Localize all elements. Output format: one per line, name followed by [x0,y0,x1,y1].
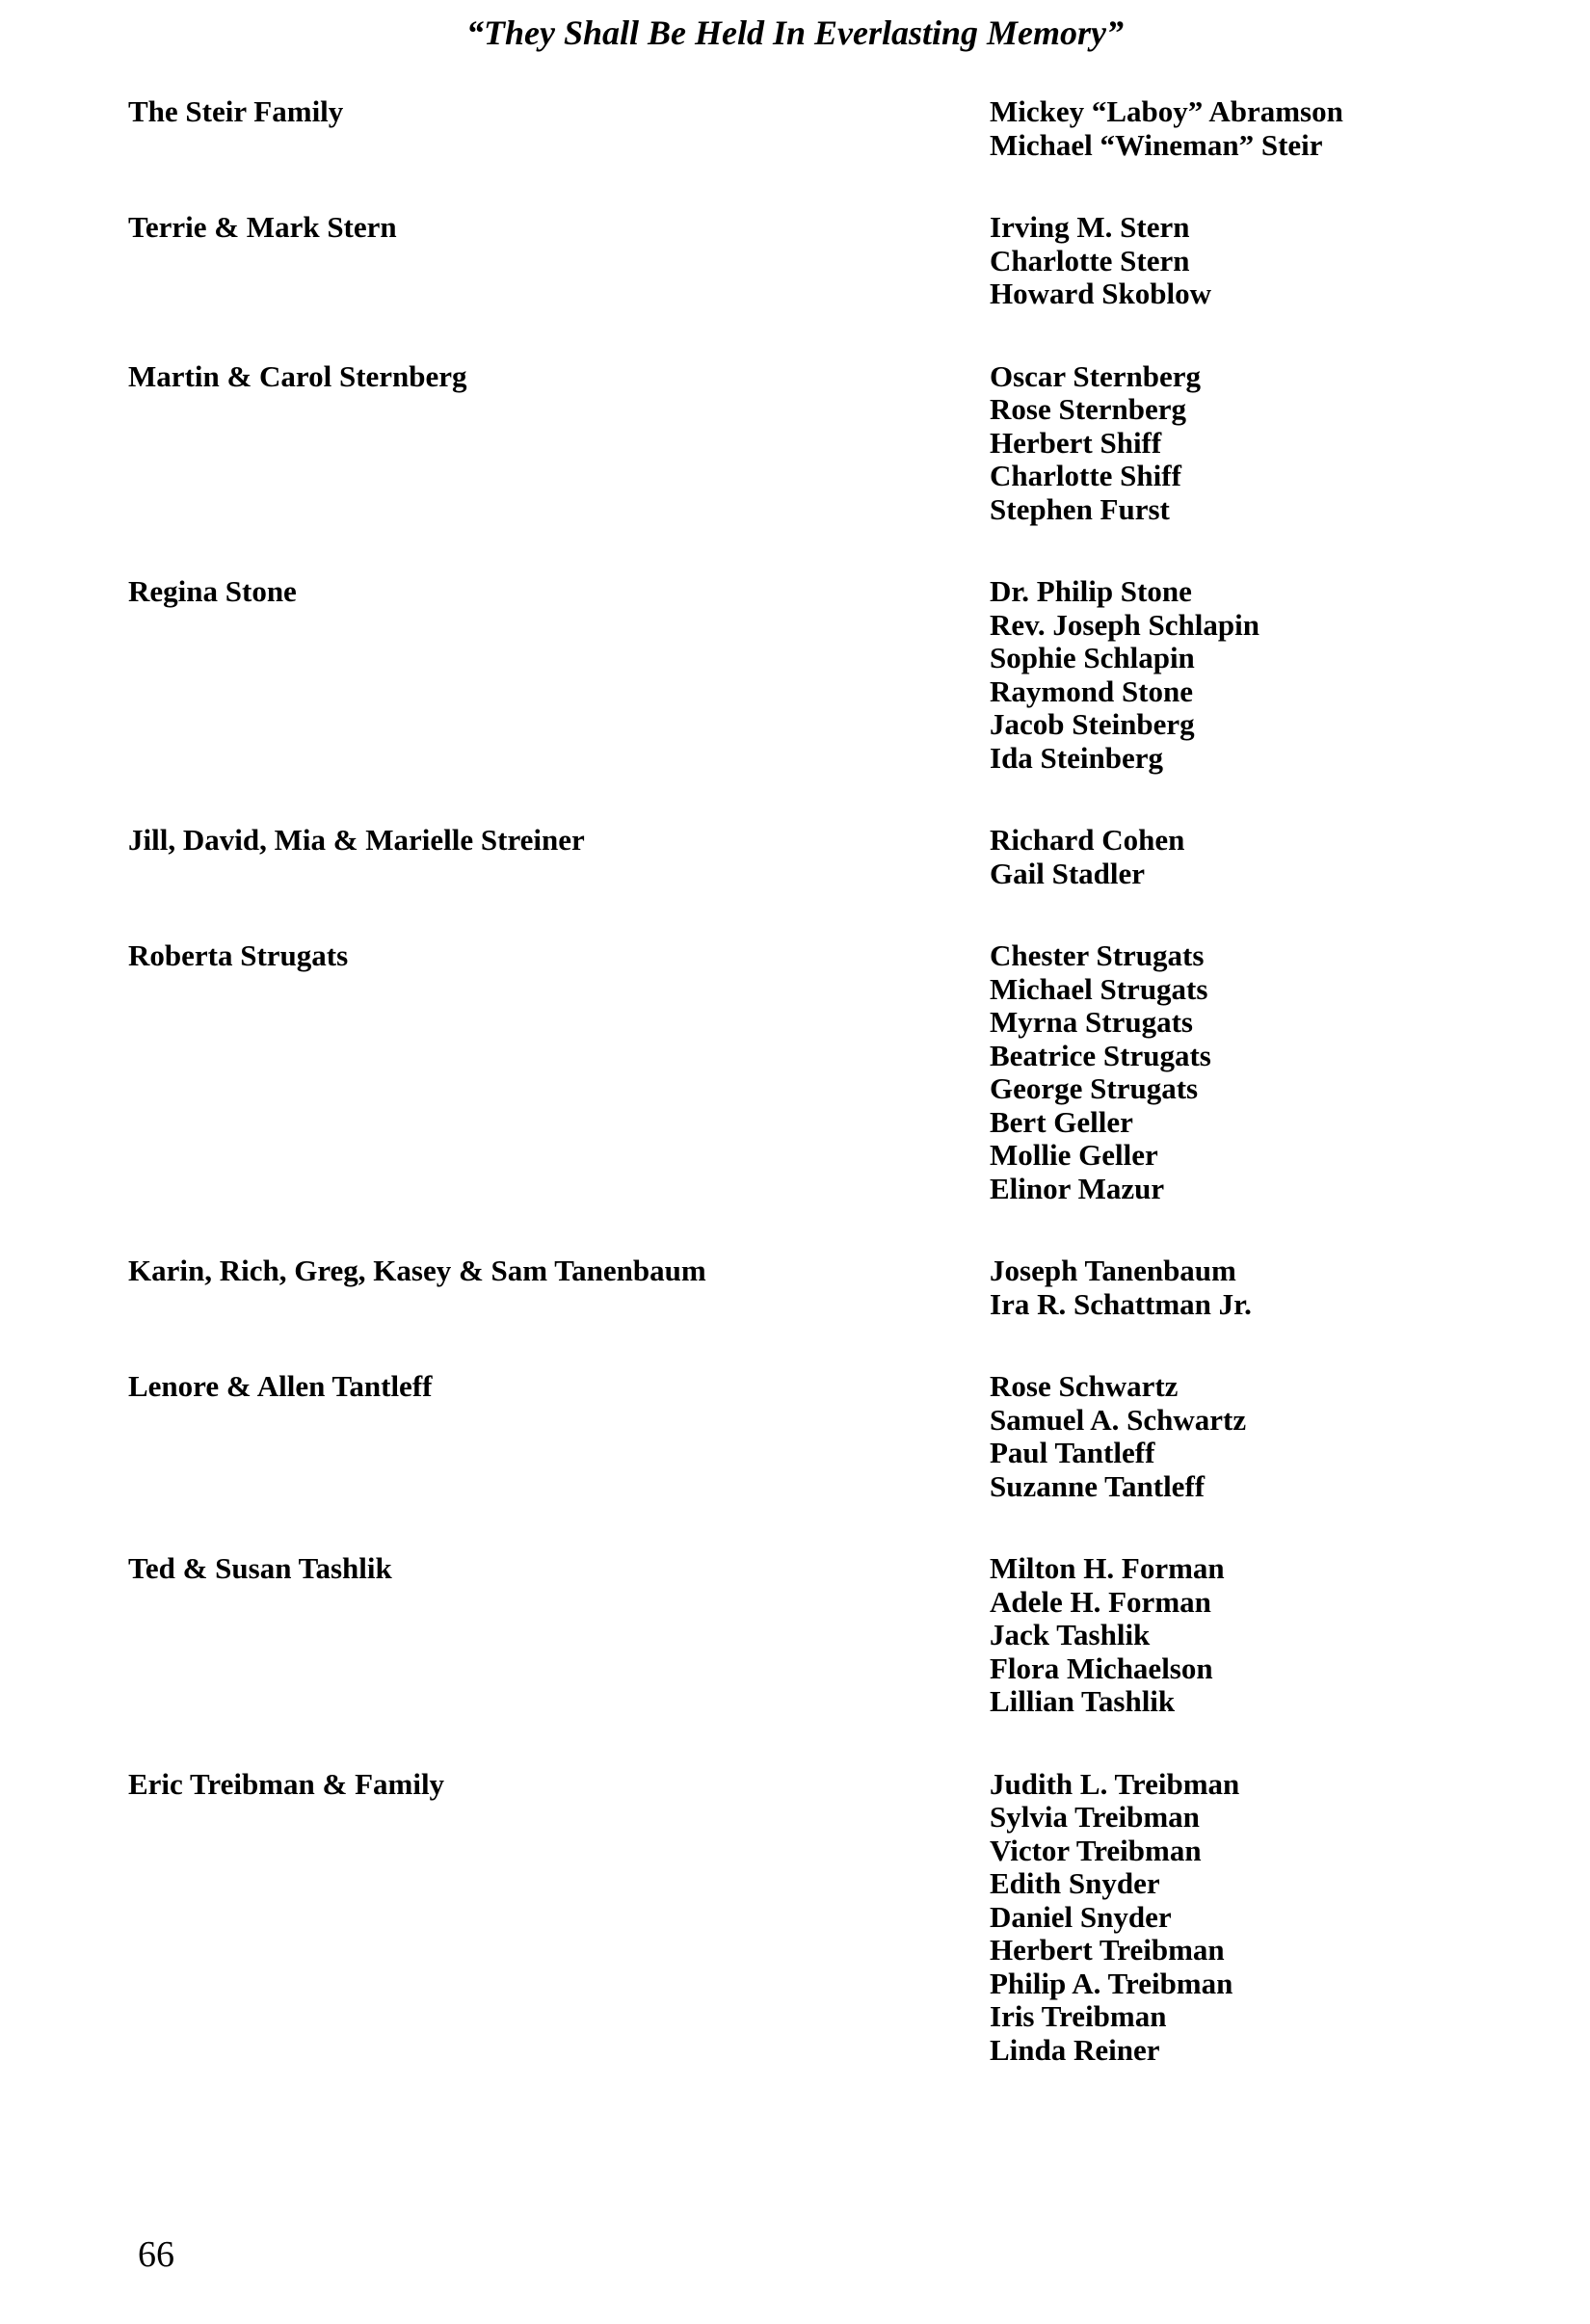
honoree-name: Lillian Tashlik [990,1684,1176,1718]
honoree-name: Joseph Tanenbaum [990,1254,1236,1287]
donor-name: Martin & Carol Sternberg [128,358,467,393]
page-title: “They Shall Be Held In Everlasting Memory” [465,13,1124,52]
honoree-list [990,211,1477,311]
honoree-name: Rose Sternberg [990,392,1187,426]
honoree-list [990,1552,1477,1719]
honoree-name: Iris Treibman [990,1999,1167,2033]
honoree-name: George Strugats [990,1071,1199,1105]
honoree-name: Ira R. Schattman Jr. [990,1286,1252,1321]
honoree-name: Suzanne Tantleff [990,1468,1206,1503]
honoree-name: Dr. Philip Stone [990,574,1192,608]
page-number: 66 [138,2234,174,2275]
memorial-entry [128,211,1477,311]
memorial-entry [128,824,1477,890]
honoree-name: Linda Reiner [990,2032,1160,2067]
donor-name: Eric Treibman & Family [128,1766,445,1801]
honoree-name: Charlotte Shiff [990,459,1181,492]
honoree-name: Richard Cohen [990,823,1185,857]
honoree-name: Ida Steinberg [990,740,1163,775]
honoree-list [990,1254,1477,1321]
honoree-list [990,1370,1477,1503]
honoree-name: Flora Michaelson [990,1651,1213,1685]
memorial-entry [128,95,1477,162]
donor-name: Regina Stone [128,574,297,608]
honoree-list [990,360,1477,527]
honoree-name: Gail Stadler [990,856,1146,890]
honoree-name: Oscar Sternberg [990,358,1201,393]
honoree-name: Jack Tashlik [990,1618,1151,1651]
honoree-name: Samuel A. Schwartz [990,1402,1247,1437]
memorial-list [128,95,1477,2116]
memorial-entry [128,1552,1477,1719]
honoree-list [990,824,1477,890]
honoree-name: Sylvia Treibman [990,1800,1200,1834]
honoree-name: Charlotte Stern [990,243,1190,277]
honoree-name: Howard Skoblow [990,277,1211,310]
memorial-entry [128,1768,1477,2068]
honoree-name: Milton H. Forman [990,1551,1225,1585]
honoree-list [990,95,1477,162]
honoree-name: Edith Snyder [990,1866,1160,1900]
honoree-name: Mickey “Laboy” Abramson [990,94,1343,128]
honoree-name: Bert Geller [990,1104,1133,1139]
honoree-name: Rev. Joseph Schlapin [990,607,1259,642]
honoree-name: Myrna Strugats [990,1005,1193,1039]
honoree-name: Daniel Snyder [990,1899,1172,1934]
donor-name: Jill, David, Mia & Marielle Streiner [128,823,585,857]
honoree-name: Jacob Steinberg [990,707,1195,741]
honoree-name: Philip A. Treibman [990,1966,1233,2000]
honoree-name: Elinor Mazur [990,1171,1165,1205]
donor-name: Roberta Strugats [128,938,349,972]
memorial-entry [128,939,1477,1205]
honoree-name: Herbert Treibman [990,1933,1225,1967]
honoree-name: Beatrice Strugats [990,1038,1211,1072]
honoree-name: Mollie Geller [990,1138,1158,1172]
donor-name: Terrie & Mark Stern [128,210,397,244]
honoree-name: Stephen Furst [990,491,1170,526]
honoree-name: Raymond Stone [990,673,1194,708]
honoree-name: Sophie Schlapin [990,641,1195,674]
donor-name: Karin, Rich, Greg, Kasey & Sam Tanenbaum [128,1254,706,1287]
honoree-name: Judith L. Treibman [990,1766,1240,1801]
honoree-list [990,939,1477,1205]
honoree-name: Irving M. Stern [990,210,1190,244]
honoree-name: Michael “Wineman” Steir [990,127,1323,162]
honoree-name: Rose Schwartz [990,1369,1179,1403]
memorial-entry [128,575,1477,775]
memorial-entry [128,1370,1477,1503]
honoree-name: Adele H. Forman [990,1584,1211,1619]
honoree-list [990,1768,1477,2068]
honoree-name: Chester Strugats [990,938,1205,972]
memorial-entry [128,360,1477,527]
honoree-list [990,575,1477,775]
honoree-name: Michael Strugats [990,971,1208,1006]
donor-name: Lenore & Allen Tantleff [128,1369,433,1403]
donor-name: The Steir Family [128,94,344,128]
honoree-name: Herbert Shiff [990,425,1162,460]
memorial-entry [128,1254,1477,1321]
honoree-name: Victor Treibman [990,1833,1202,1867]
honoree-name: Paul Tantleff [990,1436,1155,1469]
donor-name: Ted & Susan Tashlik [128,1551,392,1585]
